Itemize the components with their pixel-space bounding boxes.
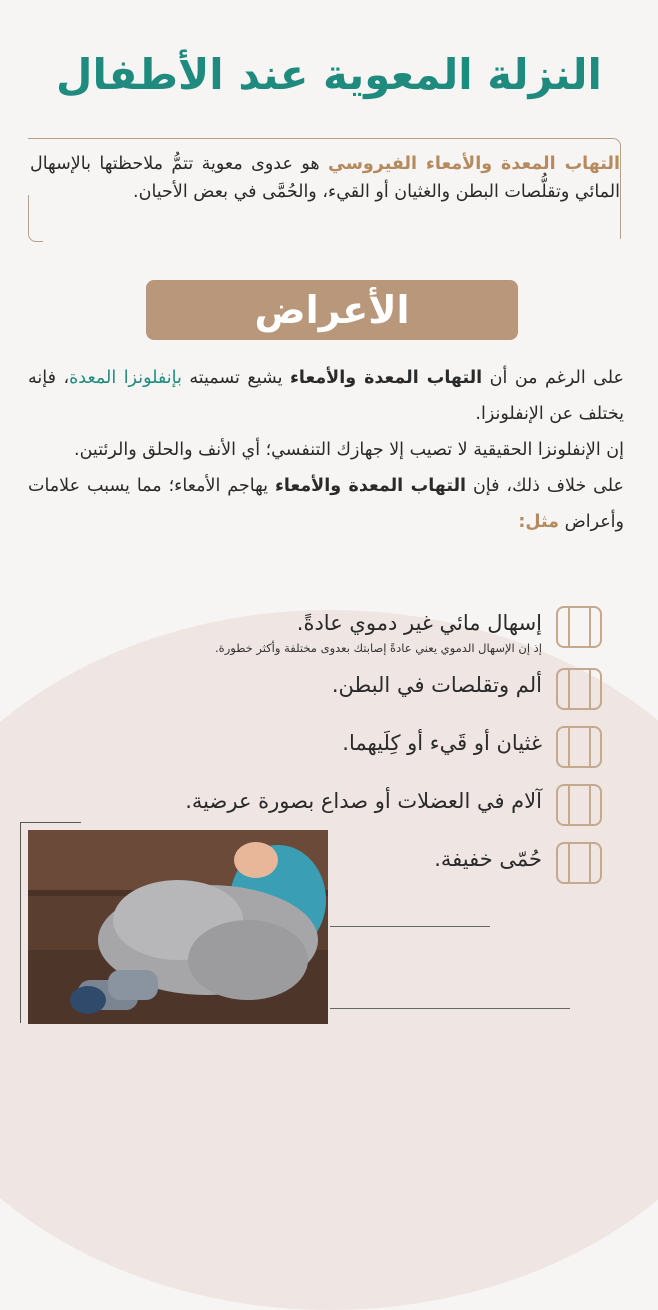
p1-text-c: ، فإنه يختلف عن الإنفلونزا. — [28, 368, 624, 424]
paragraph-2: إن الإنفلونزا الحقيقية لا تصيب إلا جهازك التنفسي؛ أي الأنف والحلق والرئتين. — [74, 440, 624, 460]
p3-bold: التهاب المعدة والأمعاء — [274, 476, 467, 496]
child-on-sofa-illustration — [28, 830, 328, 1024]
p1-teal: بإنفلونزا المعدة — [69, 368, 182, 388]
section-title-symptoms: الأعراض — [146, 280, 518, 340]
p1-bold: التهاب المعدة والأمعاء — [289, 368, 483, 388]
intro-highlight: التهاب المعدة والأمعاء الفيروسي — [328, 154, 620, 174]
p3-mithl: مثل: — [518, 512, 559, 532]
symptom-item — [20, 668, 602, 710]
symptom-marker-icon — [556, 784, 602, 826]
symptom-marker-icon — [556, 606, 602, 648]
symptom-text: حُمّى خفيفة. — [434, 847, 542, 871]
symptom-item — [20, 606, 602, 656]
page-title: النزلة المعوية عند الأطفال — [56, 50, 602, 99]
paragraph-1 — [28, 360, 624, 432]
symptom-item — [20, 726, 602, 768]
divider-line — [330, 1008, 570, 1009]
symptom-marker-icon — [556, 842, 602, 884]
symptom-marker-icon — [556, 668, 602, 710]
p1-text-a: على الرغم من أن — [482, 368, 624, 388]
symptom-text: آلام في العضلات أو صداع بصورة عرضية. — [185, 789, 542, 813]
symptom-marker-icon — [556, 726, 602, 768]
intro-text: هو عدوى معوية تتمُّ ملاحظتها بالإسهال المائي وتقلُّصات البطن والغثيان أو القيء، والحُمَّى في بعض الأحيان. — [30, 154, 620, 202]
p1-text-b: يشيع تسميته — [181, 368, 290, 388]
symptom-text: غثيان أو قَيء أو كِلَيهما. — [342, 731, 542, 755]
symptoms-description — [28, 360, 624, 540]
p3-text-b: يهاجم الأمعاء؛ مما يسبب علامات وأعراض — [28, 476, 624, 532]
symptom-text: إسهال مائي غير دموي عادةً. — [296, 611, 542, 635]
symptom-text: ألم وتقلصات في البطن. — [331, 673, 542, 697]
divider-line — [330, 926, 490, 927]
symptom-item — [20, 784, 602, 826]
symptom-note: إذ إن الإسهال الدموي يعني عادةً إصابتك بعدوى مختلفة وأكثر خطورة. — [215, 641, 542, 655]
paragraph-3 — [28, 468, 624, 540]
p3-text-a: على خلاف ذلك، فإن — [466, 476, 624, 496]
intro-paragraph — [30, 150, 620, 206]
